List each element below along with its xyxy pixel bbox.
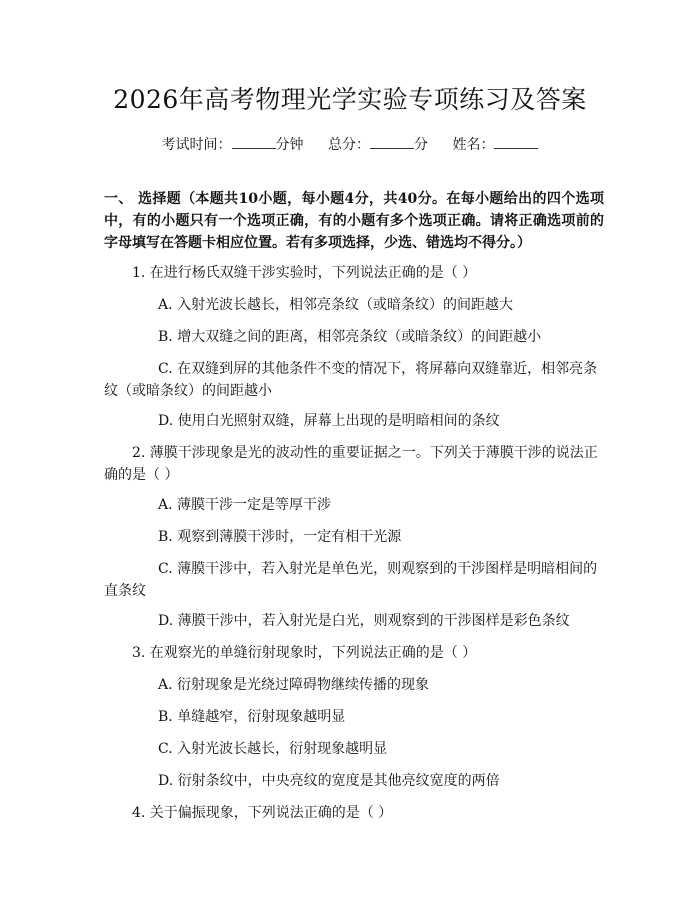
question-2: 2. 薄膜干涉现象是光的波动性的重要证据之一。下列关于薄膜干涉的说法正确的是（ ） <box>104 445 598 483</box>
exam-time <box>162 137 308 153</box>
total-score-blank[interactable] <box>370 134 414 149</box>
student-name-label: 姓名： <box>452 137 495 153</box>
question-1-option-c: C. 在双缝到屏的其他条件不变的情况下，将屏幕向双缝靠近，相邻亮条纹（或暗条纹）的间距越小 <box>104 361 598 399</box>
question-4: 4. 关于偏振现象，下列说法正确的是（ ） <box>132 805 393 821</box>
page-title: 2026年高考物理光学实验专项练习及答案 <box>113 85 587 114</box>
question-1-option-d: D. 使用白光照射双缝，屏幕上出现的是明暗相间的条纹 <box>158 413 500 429</box>
exam-time-blank[interactable] <box>232 134 276 149</box>
question-2-option-c: C. 薄膜干涉中，若入射光是单色光，则观察到的干涉图样是明暗相间的直条纹 <box>104 561 598 599</box>
total-score <box>328 137 432 153</box>
question-3: 3. 在观察光的单缝衍射现象时，下列说法正确的是（ ） <box>132 645 477 661</box>
question-1-option-b: B. 增大双缝之间的距离，相邻亮条纹（或暗条纹）的间距越小 <box>158 329 542 345</box>
exam-time-label: 考试时间： <box>161 137 232 153</box>
question-2-option-d: D. 薄膜干涉中，若入射光是白光，则观察到的干涉图样是彩色条纹 <box>158 613 570 629</box>
question-1-option-a: A. 入射光波长越长，相邻亮条纹（或暗条纹）的间距越大 <box>158 297 514 313</box>
total-score-unit: 分 <box>414 137 428 153</box>
question-3-option-c: C. 入射光波长越长，衍射现象越明显 <box>158 741 388 757</box>
student-name-blank[interactable] <box>494 134 538 149</box>
question-3-option-b: B. 单缝越窄，衍射现象越明显 <box>158 709 346 725</box>
student-name <box>452 137 538 153</box>
section-instructions: 一、 选择题（本题共10小题，每小题4分，共40分。在每小题给出的四个选项中，有的小题只有一个选项正确，有的小题有多个选项正确。请将正确选项前的字母填写在答题卡相应位置。若有多项选择，少选、错选均不得分。） <box>104 191 604 251</box>
question-3-option-a: A. 衍射现象是光绕过障碍物继续传播的现象 <box>158 677 430 693</box>
question-1: 1. 在进行杨氏双缝干涉实验时，下列说法正确的是（ ） <box>132 265 477 281</box>
question-2-option-a: A. 薄膜干涉一定是等厚干涉 <box>158 497 332 513</box>
question-2-option-b: B. 观察到薄膜干涉时，一定有相干光源 <box>158 529 402 545</box>
exam-info <box>0 134 700 154</box>
total-score-label: 总分： <box>328 137 370 153</box>
exam-time-unit: 分钟 <box>275 137 304 153</box>
question-3-option-d: D. 衍射条纹中，中央亮纹的宽度是其他亮纹宽度的两倍 <box>158 773 500 789</box>
